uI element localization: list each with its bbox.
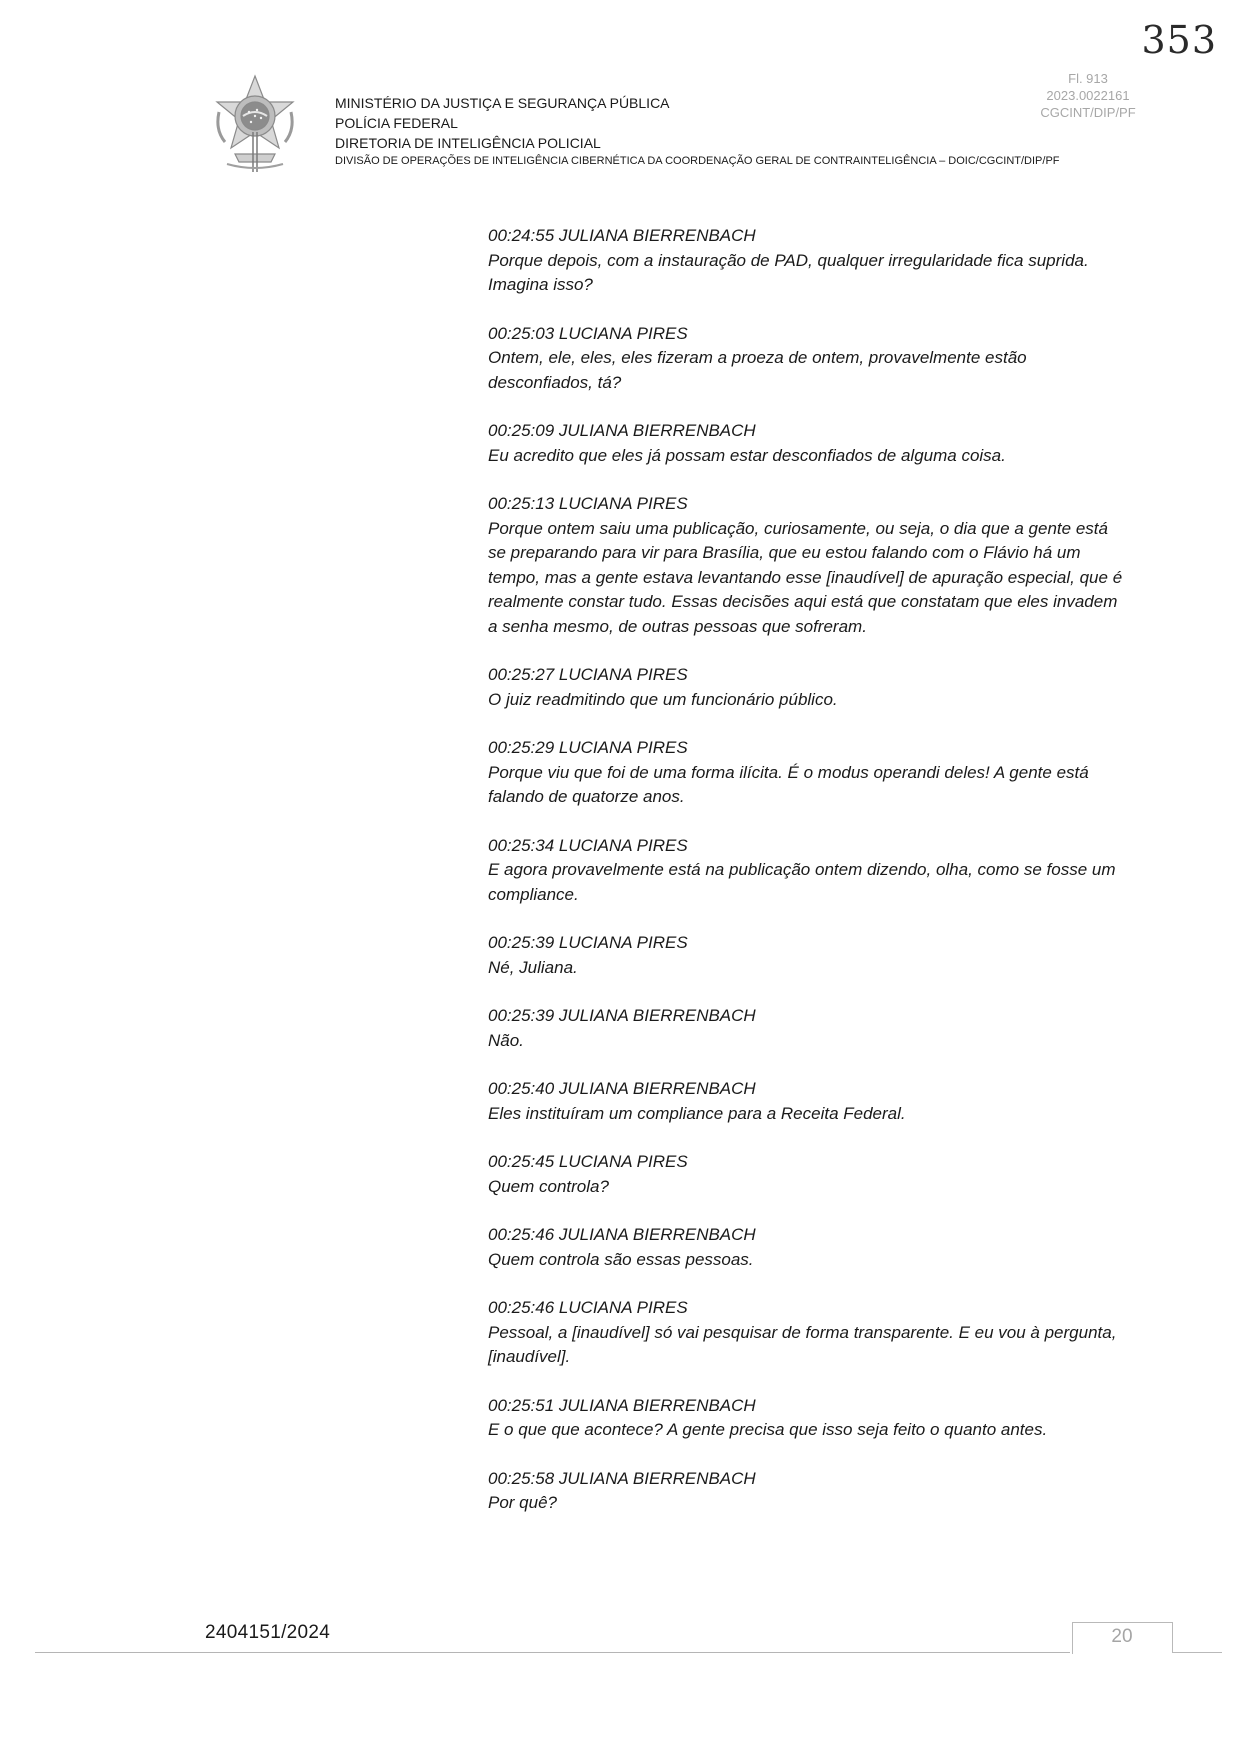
- transcript-entry: [488, 224, 1128, 298]
- entry-text: Né, Juliana.: [488, 957, 578, 977]
- division-name: DIVISÃO DE OPERAÇÕES DE INTELIGÊNCIA CIBERNÉTICA DA COORDENAÇÃO GERAL DE CONTRAINTELIGÊNCIA – DOIC/CGCINT/DIP/PF: [335, 155, 1060, 167]
- entry-timestamp-speaker: 00:25:13 LUCIANA PIRES: [488, 494, 688, 513]
- transcript-entry: [488, 1296, 1128, 1370]
- entry-text: Porque ontem saiu uma publicação, curiosamente, ou seja, o dia que a gente está se preparando para vir para Brasília, que eu estou falando com o Flávio há um tempo, mas a gente estava levantando esse [inaudível] de apuração especial, que é realmente constar tudo. Essas decisões aqui está que constatam que eles invadem a senha mesmo, de outras pessoas que sofreram.: [488, 518, 1123, 636]
- page-number-box-tail: [1172, 1652, 1222, 1653]
- entry-timestamp-speaker: 00:25:46 JULIANA BIERRENBACH: [488, 1225, 756, 1244]
- transcript-entry: [488, 1394, 1128, 1443]
- stamp-process-number: 2023.0022161: [1046, 88, 1130, 103]
- entry-text: O juiz readmitindo que um funcionário público.: [488, 689, 838, 709]
- entry-text: Eles instituíram um compliance para a Receita Federal.: [488, 1103, 906, 1123]
- entry-timestamp-speaker: 00:24:55 JULIANA BIERRENBACH: [488, 226, 756, 245]
- entry-timestamp-speaker: 00:25:46 LUCIANA PIRES: [488, 1298, 688, 1317]
- coat-of-arms-emblem: [205, 72, 305, 182]
- handwritten-page-mark: 353: [1141, 18, 1217, 62]
- entry-text: Não.: [488, 1030, 524, 1050]
- ministry-name: MINISTÉRIO DA JUSTIÇA E SEGURANÇA PÚBLICA: [335, 95, 670, 111]
- stamp-folio: Fl. 913: [1068, 71, 1108, 86]
- entry-text: E o que que acontece? A gente precisa que isso seja feito o quanto antes.: [488, 1420, 1048, 1439]
- entry-timestamp-speaker: 00:25:09 JULIANA BIERRENBACH: [488, 421, 756, 440]
- page-number: 20: [1111, 1626, 1133, 1647]
- page-number-box-edge: [1172, 1622, 1173, 1653]
- directorate-name: DIRETORIA DE INTELIGÊNCIA POLICIAL: [335, 135, 601, 151]
- institution-header: [335, 93, 1060, 169]
- entry-text: Ontem, ele, eles, eles fizeram a proeza de ontem, provavelmente estão desconfiados, tá?: [488, 348, 1027, 392]
- entry-timestamp-speaker: 00:25:03 LUCIANA PIRES: [488, 323, 688, 343]
- entry-timestamp-speaker: 00:25:58 JULIANA BIERRENBACH: [488, 1468, 756, 1488]
- transcript-body: [488, 224, 1128, 1540]
- entry-timestamp-speaker: 00:25:39 JULIANA BIERRENBACH: [488, 1006, 756, 1025]
- entry-timestamp-speaker: 00:25:51 JULIANA BIERRENBACH: [488, 1395, 756, 1415]
- entry-timestamp-speaker: 00:25:27 LUCIANA PIRES: [488, 665, 688, 684]
- entry-timestamp-speaker: 00:25:29 LUCIANA PIRES: [488, 738, 688, 757]
- transcript-entry: [488, 419, 1128, 468]
- entry-text: E agora provavelmente está na publicação ontem dizendo, olha, como se fosse um compliance.: [488, 860, 1116, 904]
- entry-text: Quem controla são essas pessoas.: [488, 1249, 754, 1269]
- transcript-entry: [488, 663, 1128, 712]
- transcript-entry: [488, 1223, 1128, 1272]
- transcript-entry: [488, 1150, 1128, 1199]
- entry-text: Quem controla?: [488, 1176, 609, 1196]
- entry-text: Porque depois, com a instauração de PAD, qualquer irregularidade fica suprida. Imagina isso?: [488, 250, 1089, 294]
- footer-divider: [35, 1652, 1070, 1653]
- entry-timestamp-speaker: 00:25:39 LUCIANA PIRES: [488, 933, 688, 952]
- stamp-unit: CGCINT/DIP/PF: [1040, 105, 1136, 120]
- transcript-entry: [488, 1004, 1128, 1053]
- document-code: 2404151/2024: [205, 1622, 331, 1643]
- transcript-entry: [488, 736, 1128, 810]
- transcript-entry: [488, 492, 1128, 639]
- entry-text: Porque viu que foi de uma forma ilícita. É o modus operandi deles! A gente está falando de quatorze anos.: [488, 762, 1089, 806]
- entry-text: Eu acredito que eles já possam estar desconfiados de alguma coisa.: [488, 445, 1006, 465]
- transcript-entry: [488, 322, 1128, 396]
- transcript-entry: [488, 1077, 1128, 1126]
- entry-timestamp-speaker: 00:25:34 LUCIANA PIRES: [488, 835, 688, 855]
- entry-text: Por quê?: [488, 1493, 557, 1512]
- transcript-entry: [488, 1467, 1128, 1516]
- entry-timestamp-speaker: 00:25:45 LUCIANA PIRES: [488, 1152, 688, 1171]
- transcript-entry: [488, 931, 1128, 980]
- entry-timestamp-speaker: 00:25:40 JULIANA BIERRENBACH: [488, 1079, 756, 1098]
- entry-text: Pessoal, a [inaudível] só vai pesquisar de forma transparente. E eu vou à pergunta, [inaudível].: [488, 1322, 1117, 1366]
- transcript-entry: [488, 834, 1128, 908]
- police-name: POLÍCIA FEDERAL: [335, 115, 458, 131]
